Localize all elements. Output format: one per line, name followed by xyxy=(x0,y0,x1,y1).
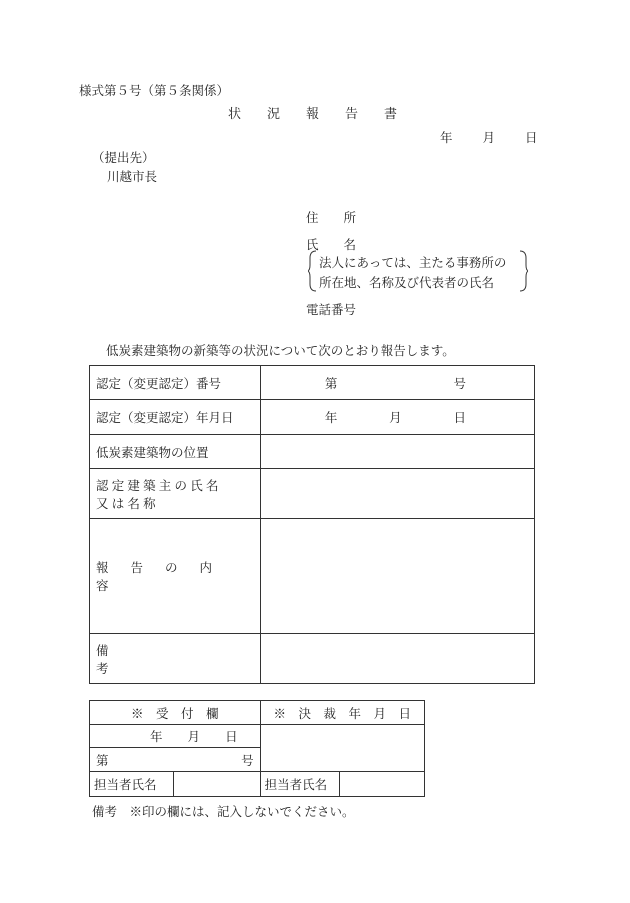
location-field[interactable] xyxy=(260,435,534,469)
remarks-field[interactable] xyxy=(260,634,534,684)
date-line xyxy=(440,128,538,146)
location-label: 低炭素建築物の位置 xyxy=(90,435,261,469)
report-content-label: 報告の内容 xyxy=(90,519,261,634)
name-label: 氏 名 xyxy=(306,237,357,252)
date-year: 年 xyxy=(440,130,453,145)
form-number: 様式第５号（第５条関係） xyxy=(79,83,230,98)
decision-date-field[interactable] xyxy=(260,725,424,772)
address-label: 住 所 xyxy=(306,210,357,225)
decision-header: ※ 決 裁 年 月 日 xyxy=(260,701,424,725)
reception-day: 日 xyxy=(225,729,238,744)
reception-staff-label: 担当者氏名 xyxy=(90,772,174,797)
cert-date-year: 年 xyxy=(324,410,338,425)
corporate-note-line-1: 法人にあっては、主たる事務所の xyxy=(319,255,507,270)
date-day: 日 xyxy=(525,130,538,145)
reception-staff-field[interactable] xyxy=(173,772,260,797)
remarks-label: 備考 xyxy=(90,634,261,684)
reception-header: ※ 受 付 欄 xyxy=(90,701,261,725)
reception-dai: 第 xyxy=(96,752,109,768)
cert-date-month: 月 xyxy=(389,410,402,425)
date-month: 月 xyxy=(482,130,496,145)
decision-staff-field[interactable] xyxy=(340,772,424,796)
cert-number-dai: 第 xyxy=(324,375,338,391)
reception-month: 月 xyxy=(187,729,201,744)
cert-date-field[interactable] xyxy=(260,400,534,435)
cert-number-field[interactable] xyxy=(260,366,534,400)
owner-field[interactable] xyxy=(260,469,534,519)
owner-label-line-2: 又は名称 xyxy=(96,495,159,511)
cert-date-day: 日 xyxy=(453,410,466,425)
owner-label xyxy=(90,469,261,519)
office-use-table xyxy=(89,700,425,797)
cert-number-go: 号 xyxy=(453,375,466,391)
cert-date-label: 認定（変更認定）年月日 xyxy=(90,400,261,435)
recipient-name: 川越市長 xyxy=(107,169,158,184)
document-title: 状 況 報 告 書 xyxy=(228,107,398,122)
intro-text: 低炭素建築物の新築等の状況について次のとおり報告します。 xyxy=(106,343,455,358)
report-table xyxy=(89,365,535,684)
reception-number-field[interactable] xyxy=(90,748,261,772)
decision-staff-label: 担当者氏名 xyxy=(261,772,340,796)
reception-go: 号 xyxy=(241,752,254,768)
owner-label-line-1: 認定建築主の氏名 xyxy=(96,477,222,493)
phone-label: 電話番号 xyxy=(306,302,357,317)
recipient-label: （提出先） xyxy=(92,150,155,165)
footnote: 備考 ※印の欄には、記入しないでください。 xyxy=(92,804,355,819)
decision-staff-cell xyxy=(260,772,424,797)
reception-year: 年 xyxy=(150,729,163,744)
reception-date-field[interactable] xyxy=(90,725,261,748)
report-content-field[interactable] xyxy=(260,519,534,634)
corporate-note-line-2: 所在地、名称及び代表者の氏名 xyxy=(319,275,495,290)
cert-number-label: 認定（変更認定）番号 xyxy=(90,366,261,400)
